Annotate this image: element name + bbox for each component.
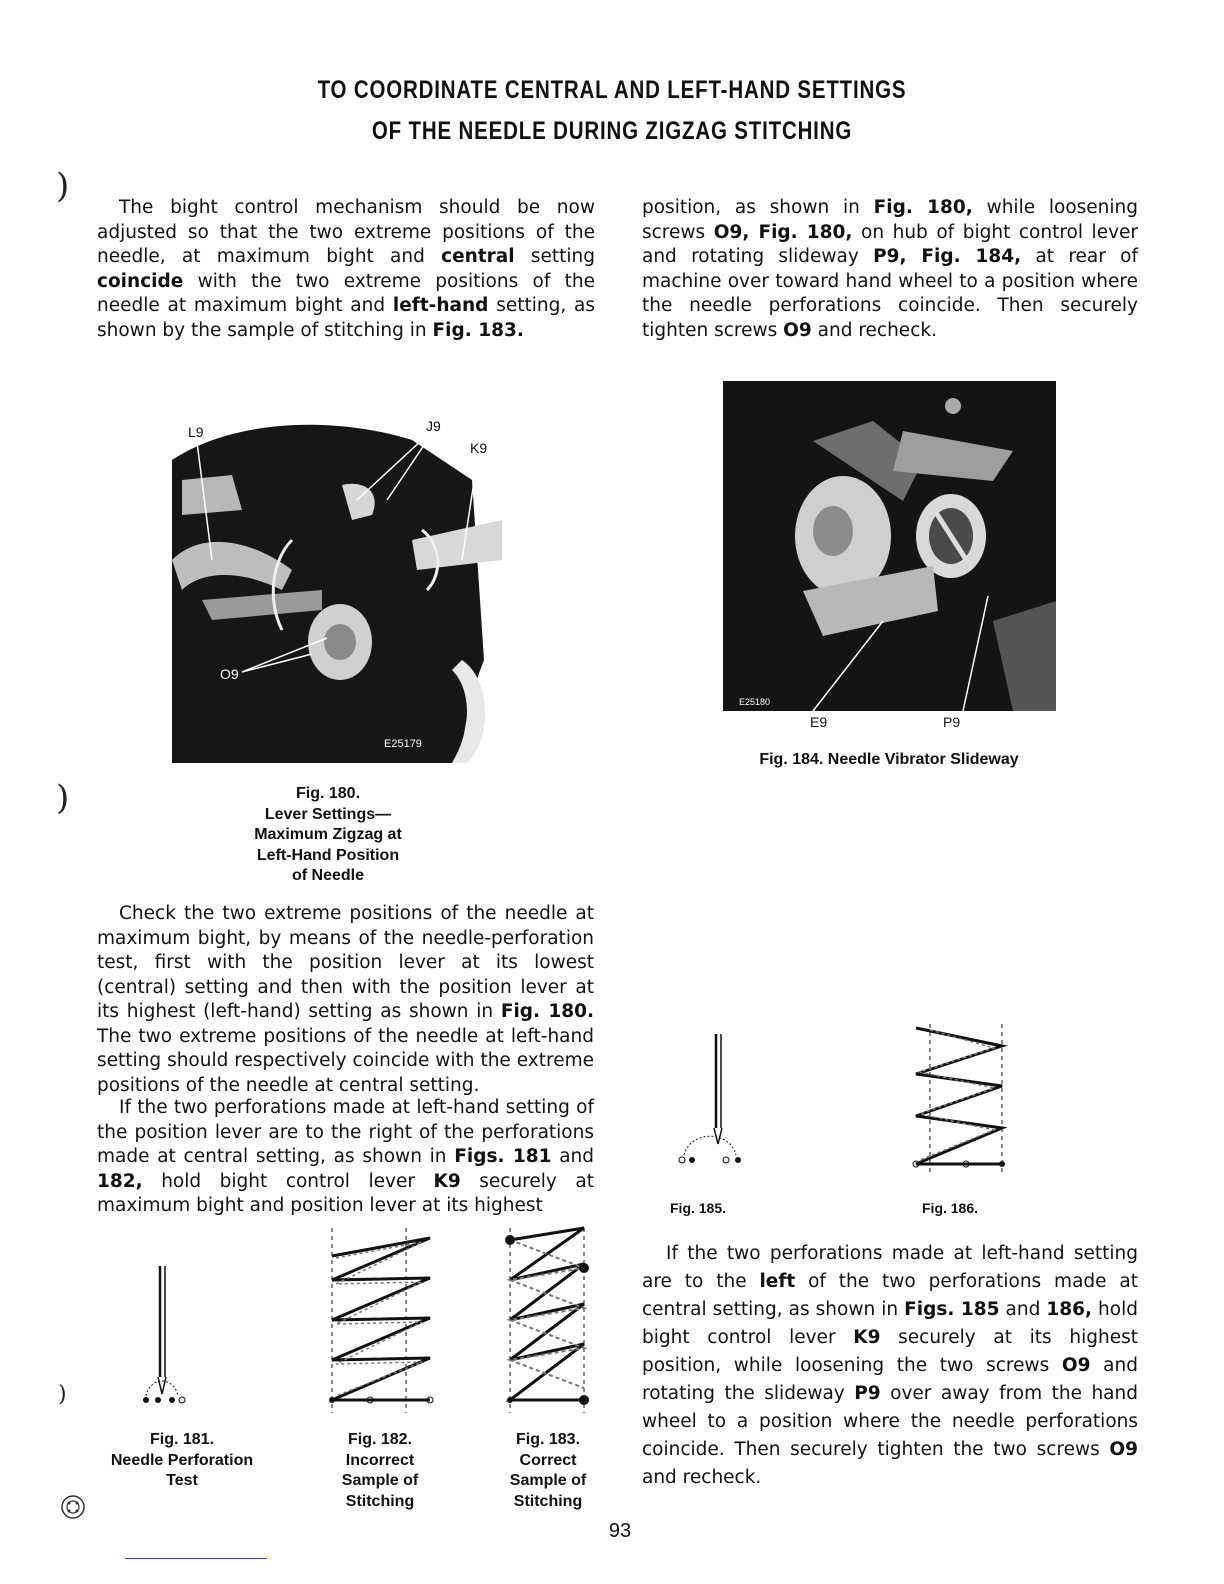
label-e9: E9 — [810, 714, 828, 730]
margin-bracket: ) — [58, 1382, 67, 1407]
fig-186-stitching-drawing — [906, 1024, 1016, 1174]
check-paragraph: Check the two extreme positions of the needle at maximum bight, by means of the needle-perforation test, first with the position lever at its lowest (central) setting and then with the position lever at its highest (left-hand) setting as shown in Fig. 180. The two extreme positions of the needle at left-hand setting should respectively coincide with the extreme positions of the needle at central setting. — [97, 903, 595, 1096]
caption-line: Stitching — [513, 1492, 583, 1510]
fig-184-photo — [723, 381, 1056, 711]
fig-185-needle-drawing — [676, 1030, 756, 1170]
fig-186-caption: Fig. 186. — [922, 1200, 979, 1216]
fig-184-caption: Fig. 184. Needle Vibrator Slideway — [759, 751, 1019, 768]
label-l9: L9 — [188, 424, 204, 440]
label-j9: J9 — [426, 418, 441, 434]
caption-line: Stitching — [345, 1492, 415, 1510]
label-o9: O9 — [220, 666, 239, 682]
fig-183-stitching-drawing — [500, 1228, 610, 1413]
caption-line: Correct — [519, 1451, 577, 1469]
caption-line: Fig. 180. — [295, 785, 361, 802]
right-top-paragraph: position, as shown in Fig. 180, while loosening screws O9, Fig. 180, on hub of bight control lever and rotating slideway P9, Fig. 184, at rear of machine over toward hand wheel to a position where the needle perforations coincide. Then securely tighten screws O9 and recheck. — [642, 197, 1139, 341]
page-number: 93 — [608, 1520, 632, 1542]
margin-bracket: ) — [56, 166, 70, 206]
caption-line: Lever Settings— — [264, 805, 392, 823]
footer-rule — [125, 1558, 267, 1559]
if-left-paragraph: If the two perforations made at left-hand setting are to the left of the two perforations made at central setting, as shown in Figs. 185 and 186, hold bight control lever K9 securely at its highest position, while loosening the two screws O9 and rotating the slideway P9 over away from the hand wheel to a position where the needle perforations coincide. Then securely tighten the two screws O9 and recheck. — [642, 1243, 1138, 1488]
fig-181-caption — [92, 1430, 272, 1492]
fig-182-caption — [318, 1430, 442, 1512]
caption-line: Fig. 183. — [515, 1431, 581, 1448]
fig-180-photo — [172, 418, 488, 763]
page-title-line-1: TO COORDINATE CENTRAL AND LEFT-HAND SETTINGS — [317, 76, 907, 104]
caption-line: Test — [166, 1472, 198, 1489]
if-right-paragraph: If the two perforations made at left-hand setting of the position lever are to the right of the perforations made at central setting, as shown in Figs. 181 and 182, hold bight control lever K9 securely at maximum bight and position lever at its highest — [97, 1097, 594, 1216]
photo-code: E25180 — [739, 697, 771, 707]
caption-line: of Needle — [291, 867, 364, 884]
caption-line: Incorrect — [345, 1451, 415, 1469]
fig-181-needle-drawing — [138, 1262, 208, 1412]
intro-paragraph: The bight control mechanism should be now adjusted so that the two extreme positions of the needle, at maximum bight and central setting coincide with the two extreme positions of the needle at maximum bight and left-hand setting, as shown by the sample of stitching in Fig. 183. — [97, 197, 595, 341]
ornament-icon — [60, 1494, 86, 1520]
caption-line: Sample of — [509, 1472, 587, 1489]
page-title-line-2: OF THE NEEDLE DURING ZIGZAG STITCHING — [371, 117, 853, 145]
margin-bracket: ) — [56, 778, 70, 818]
caption-line: Needle Perforation — [110, 1451, 254, 1469]
fig-183-caption — [488, 1430, 608, 1512]
caption-line: Sample of — [341, 1472, 419, 1489]
caption-line: Maximum Zigzag at — [254, 826, 402, 843]
caption-line: Fig. 182. — [347, 1431, 413, 1448]
fig-182-stitching-drawing — [322, 1228, 442, 1413]
label-k9: K9 — [470, 440, 488, 456]
label-p9: P9 — [943, 714, 961, 730]
fig-180-caption — [228, 784, 428, 887]
fig-185-caption: Fig. 185. — [670, 1200, 727, 1216]
caption-line: Left-Hand Position — [256, 846, 400, 864]
caption-line: Fig. 181. — [149, 1431, 215, 1448]
photo-code: E25179 — [384, 738, 422, 750]
